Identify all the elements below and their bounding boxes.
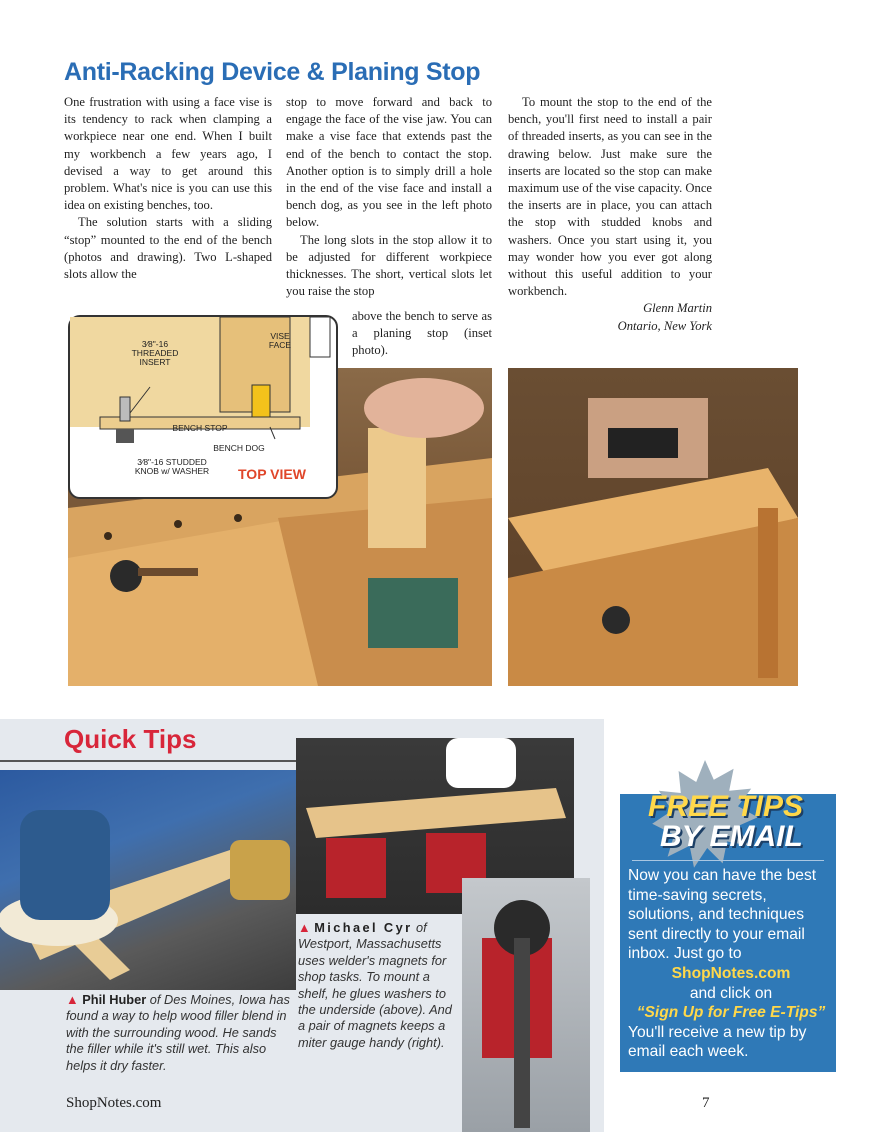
divider [0, 760, 300, 762]
vise-face-label: VISE FACE [268, 331, 292, 350]
by-email-heading: BY EMAIL [660, 820, 803, 853]
article-column-2-continued [352, 308, 492, 360]
paragraph: stop to move forward and back to engage the face of the vise jaw. You can make a vise face that extends past the end of the bench to contact the stop. Another option is to simply drill a hole in the end of the vise face and install a bench dog, as you see in the left photo below. [286, 95, 492, 230]
sander-illustration [0, 770, 296, 990]
free-tips-body [628, 866, 834, 1062]
tip-author: Phil Huber [82, 992, 147, 1007]
free-tips-tail: You'll receive a new tip by email each week. [628, 1023, 807, 1061]
miter-gauge-illustration [462, 878, 590, 1132]
studded-knob-label: 3⁄8"-16 STUDDED KNOB w/ WASHER [134, 457, 210, 476]
paragraph: To mount the stop to the end of the bench, you'll first need to install a pair of threaded inserts, as you can see in the drawing below. Just make sure the inserts are located so the stop can make maximum use of the vise capacity. Once the inserts are in place, you can attach the stop with studded knobs and washers. Once you start using it, you may wonder how you ever got along without this useful addition to your workbench. [508, 95, 712, 299]
article-column-2 [286, 94, 492, 300]
tip-text: of Westport, Massachusetts uses welder's magnets for shop tasks. To mount a shelf, he glues washers to the underside (above). And a pair of magnets keeps a miter gauge handy (right). [298, 920, 452, 1050]
bench-dog-label: BENCH DOG [213, 443, 265, 453]
paragraph: One frustration with using a face vise is its tendency to rack when clamping a workpiece near one end. When I built my workbench a few years ago, I devised a way to get around this problem. What's nice is you can use this idea on existing benches, too. [64, 95, 272, 213]
tip-text: of Des Moines, Iowa has found a way to help wood filler blend in with the surrounding wood. He sands the filler while it's still wet. This also helps it dry faster. [66, 992, 290, 1073]
article-title: Anti-Racking Device & Planing Stop [64, 58, 481, 86]
sign-up-link[interactable]: “Sign Up for Free E-Tips” [636, 1004, 826, 1022]
free-tips-heading: FREE TIPS [648, 790, 804, 823]
tip-phil-huber [66, 992, 292, 1074]
author-name: Glenn Martin [643, 301, 712, 316]
quick-tips-title: Quick Tips [64, 724, 197, 754]
planing-illustration [508, 368, 798, 686]
workbench-photo-right [508, 368, 798, 686]
article-column-3 [508, 94, 712, 335]
triangle-icon: ▲ [66, 992, 83, 1007]
article-column-1 [64, 94, 272, 283]
top-view-label: TOP VIEW [238, 466, 306, 482]
page-number: 7 [702, 1095, 710, 1111]
bench-stop-label: BENCH STOP [172, 423, 228, 433]
shopnotes-link[interactable]: ShopNotes.com [671, 964, 791, 982]
miter-gauge-photo [462, 878, 590, 1132]
free-tips-description: Now you can have the best time-saving secrets, solutions, and techniques sent directly to your email inbox. Just go to [628, 867, 817, 963]
sander-photo [0, 770, 296, 990]
paragraph: The solution starts with a sliding “stop” mounted to the end of the bench (photos and drawing). Two L-shaped slots allow the [64, 215, 272, 282]
tip-author: Michael Cyr [314, 920, 413, 935]
triangle-icon: ▲ [298, 920, 315, 935]
author-location: Ontario, New York [617, 318, 712, 333]
paragraph: above the bench to serve as a planing stop (inset photo). [352, 309, 492, 358]
paragraph: The long slots in the stop allow it to be adjusted for different workpiece thicknesses. The short, vertical slots let you raise the stop [286, 232, 492, 299]
divider [632, 860, 824, 861]
threaded-insert-label: 3⁄8"-16 THREADED INSERT [131, 339, 179, 367]
footer-site: ShopNotes.com [66, 1095, 162, 1111]
tip-michael-cyr [298, 920, 456, 1051]
and-click-text: and click on [689, 984, 773, 1002]
